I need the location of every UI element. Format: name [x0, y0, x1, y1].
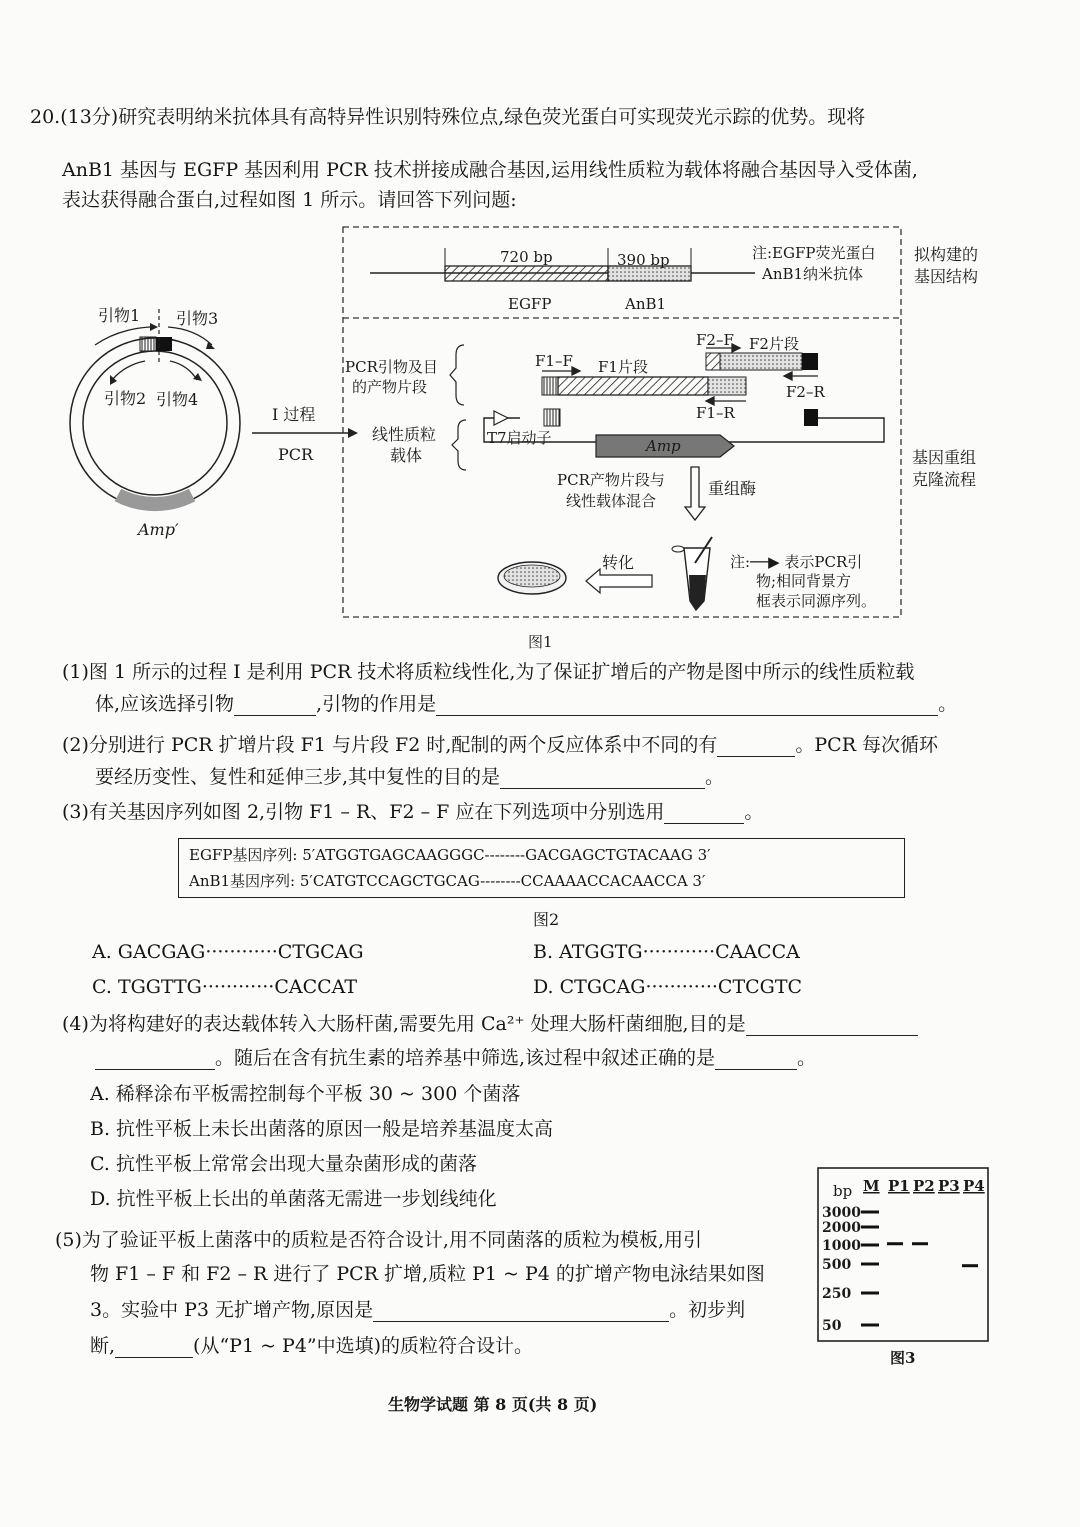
q2-line-2	[95, 765, 724, 789]
q4-blank-purpose-1[interactable]	[746, 1017, 918, 1036]
gel-marker-band-250	[861, 1292, 879, 1295]
question-line-3: 表达获得融合蛋白,过程如图 1 所示。请回答下列问题:	[62, 189, 517, 211]
label-process-i: I 过程	[272, 405, 316, 424]
label-mix-2: 线性载体混合	[566, 492, 657, 510]
q2-text-a: (2)分别进行 PCR 扩增片段 F1 与片段 F2 时,配制的两个反应体系中不同的有	[62, 734, 718, 756]
gel-marker-label-50: 50	[822, 1318, 842, 1334]
q5-text-c: 断,	[90, 1335, 116, 1357]
label-anb1: AnB1	[625, 295, 667, 313]
label-f1-fragment: F1片段	[598, 358, 648, 376]
q5-line-2: 物 F1 – F 和 F2 – R 进行了 PCR 扩增,质粒 P1 ~ P4 的扩增产物电泳结果如图	[90, 1263, 765, 1285]
gel-marker-label-250: 250	[822, 1286, 852, 1302]
label-f2f: F2–F	[696, 331, 734, 349]
gel-band-p1	[887, 1242, 903, 1245]
gel-lane-label-p4: P4	[963, 1177, 985, 1195]
label-recombinase: 重组酶	[708, 479, 757, 498]
side-label-top-1: 拟构建的	[914, 245, 979, 264]
q4-option-c[interactable]: C. 抗性平板上常常会出现大量杂菌形成的菌落	[90, 1153, 477, 1175]
q2-blank-annealing[interactable]	[500, 770, 705, 789]
q3-line-1	[62, 800, 763, 824]
figure-3-gel	[815, 1165, 993, 1375]
note-bottom-1: 注:──▶ 表示PCR引	[730, 553, 863, 571]
q1-line-2	[95, 692, 957, 716]
question-line-2: AnB1 基因与 EGFP 基因利用 PCR 技术拼接成融合基因,运用线性质粒为载体将融合基因导入受体菌,	[62, 159, 918, 181]
process-arrow-head	[348, 428, 358, 438]
page-footer: 生物学试题 第 8 页(共 8 页)	[388, 1395, 598, 1414]
figure-2-caption: 图2	[533, 910, 560, 929]
q4-option-b[interactable]: B. 抗性平板上未长出菌落的原因一般是培养基温度太高	[90, 1118, 554, 1140]
label-amp-resistance: Amp′	[138, 520, 179, 539]
label-primer1: 引物1	[98, 306, 141, 325]
side-label-top-2: 基因结构	[914, 267, 979, 286]
q4-text-end: 。	[797, 1047, 817, 1069]
q4-blank-choice[interactable]	[715, 1051, 797, 1070]
side-label-bottom-2: 克隆流程	[912, 470, 977, 489]
q5-line-1: (5)为了验证平板上菌落中的质粒是否符合设计,用不同菌落的质粒为模板,用引	[55, 1229, 702, 1251]
q4-line-2	[95, 1046, 816, 1070]
label-amp-gene: Amp	[646, 437, 681, 455]
q5-blank-reason[interactable]	[373, 1303, 669, 1322]
q5-text-a: 3。实验中 P3 无扩增产物,原因是	[90, 1299, 374, 1321]
label-egfp: EGFP	[508, 295, 552, 313]
q2-blank-differences[interactable]	[717, 738, 795, 757]
q2-line-1	[62, 733, 938, 757]
label-primer4: 引物4	[156, 390, 199, 409]
tube	[672, 537, 712, 610]
label-linear-plasmid-2: 载体	[390, 446, 423, 465]
label-390bp: 390 bp	[617, 251, 670, 269]
label-f1f: F1–F	[535, 352, 573, 370]
gel-band-p2	[912, 1242, 928, 1245]
question-line-1: 20.(13分)研究表明纳米抗体具有高特异性识别特殊位点,绿色荧光蛋白可实现荧光示踪的优势。现将	[30, 106, 866, 128]
q4-blank-purpose-2[interactable]	[95, 1051, 215, 1070]
q3-option-c[interactable]: C. TGGTTG············CACCAT	[92, 976, 358, 998]
gel-bp-label: bp	[833, 1182, 853, 1200]
note-bottom-2: 物;相同背景方	[756, 572, 852, 590]
f1-fragment	[542, 377, 746, 395]
figure-1-caption: 图1	[528, 633, 553, 651]
q1-text-a: 体,应该选择引物	[95, 693, 235, 715]
label-f1r: F1–R	[696, 404, 735, 422]
q2-text-end: 。	[705, 766, 725, 788]
q3-blank-choice[interactable]	[664, 805, 744, 824]
gel-marker-band-3000	[861, 1211, 879, 1214]
q3-option-b[interactable]: B. ATGGTG············CAACCA	[533, 941, 800, 963]
label-linear-plasmid-1: 线性质粒	[372, 425, 437, 444]
anb1-sequence: AnB1基因序列: 5′CATGTCCAGCTGCAG--------CCAAAACCACAACCA 3′	[189, 872, 706, 890]
label-f2r: F2–R	[786, 383, 825, 401]
label-transform: 转化	[602, 553, 635, 572]
q1-text-b: ,引物的作用是	[316, 693, 437, 715]
petri-dish	[498, 562, 566, 594]
figure-3-caption: 图3	[890, 1349, 916, 1367]
gene-construct	[370, 248, 755, 281]
q4-option-d[interactable]: D. 抗性平板上长出的单菌落无需进一步划线纯化	[90, 1188, 497, 1210]
label-pcr-primers-1: PCR引物及目	[345, 358, 438, 376]
down-arrow	[685, 467, 705, 520]
gel-lane-label-p3: P3	[938, 1177, 960, 1195]
circular-plasmid	[70, 309, 240, 508]
q1-line-1: (1)图 1 所示的过程 I 是利用 PCR 技术将质粒线性化,为了保证扩增后的产物是图中所示的线性质粒载	[62, 661, 915, 683]
note-top-line-1: 注:EGFP荧光蛋白	[752, 244, 876, 262]
gel-band-p4	[962, 1264, 978, 1267]
q5-text-d: (从“P1 ~ P4”中选填)的质粒符合设计。	[193, 1335, 534, 1357]
q5-blank-plasmid[interactable]	[115, 1339, 193, 1358]
q4-line-1	[62, 1012, 918, 1036]
q3-text-end: 。	[744, 801, 764, 823]
note-bottom-3: 框表示同源序列。	[756, 592, 877, 610]
q5-line-4	[90, 1334, 533, 1358]
gel-lane-label-p2: P2	[913, 1177, 935, 1195]
side-label-bottom-1: 基因重组	[912, 448, 977, 467]
figure-1	[0, 215, 1080, 655]
gel-marker-band-1000	[861, 1244, 879, 1247]
q3-option-a[interactable]: A. GACGAG············CTGCAG	[92, 941, 364, 963]
label-pcr: PCR	[278, 445, 314, 464]
sequence-box	[178, 838, 905, 898]
q1-blank-primer[interactable]	[234, 697, 316, 716]
gel-marker-label-500: 500	[822, 1257, 852, 1273]
gel-marker-band-50	[861, 1324, 879, 1327]
gel-lane-label-p1: P1	[888, 1177, 910, 1195]
q1-blank-function[interactable]	[436, 697, 938, 716]
q5-text-b: 。初步判	[669, 1299, 746, 1321]
egfp-sequence: EGFP基因序列: 5′ATGGTGAGCAAGGGC--------GACGAGCTGTACAAG 3′	[189, 846, 711, 864]
label-primer2: 引物2	[104, 389, 147, 408]
note-top-line-2: AnB1纳米抗体	[762, 265, 864, 283]
gel-marker-label-3000: 3000	[822, 1205, 861, 1221]
f2-fragment	[706, 353, 818, 370]
q4-option-a[interactable]: A. 稀释涂布平板需控制每个平板 30 ~ 300 个菌落	[90, 1083, 521, 1105]
q3-option-d[interactable]: D. CTGCAG············CTCGTC	[533, 976, 803, 998]
label-primer3: 引物3	[176, 309, 219, 328]
label-720bp: 720 bp	[500, 248, 553, 266]
q2-text-b: 。PCR 每次循环	[795, 734, 939, 756]
q3-text-a: (3)有关基因序列如图 2,引物 F1 – R、F2 – F 应在下列选项中分别选用	[62, 801, 665, 823]
q4-text-b: 。随后在含有抗生素的培养基中筛选,该过程中叙述正确的是	[215, 1047, 716, 1069]
label-f2-fragment: F2片段	[749, 335, 799, 353]
gel-marker-band-500	[861, 1263, 879, 1266]
brace-primers	[450, 345, 464, 405]
gel-marker-band-2000	[861, 1226, 879, 1229]
q5-line-3	[90, 1298, 745, 1322]
brace-vector	[452, 420, 466, 470]
label-t7-promoter: T7启动子	[487, 429, 552, 447]
gel-marker-label-1000: 1000	[822, 1238, 861, 1254]
q4-text-a: (4)为将构建好的表达载体转入大肠杆菌,需要先用 Ca²⁺ 处理大肠杆菌细胞,目的是	[62, 1013, 746, 1035]
gel-lane-label-m: M	[863, 1177, 880, 1195]
q2-text-c: 要经历变性、复性和延伸三步,其中复性的目的是	[95, 766, 501, 788]
gel-marker-label-2000: 2000	[822, 1220, 861, 1236]
label-pcr-primers-2: 的产物片段	[352, 378, 428, 396]
left-arrow	[586, 569, 652, 593]
q1-text-end: 。	[938, 693, 958, 715]
label-mix-1: PCR产物片段与	[557, 471, 665, 489]
